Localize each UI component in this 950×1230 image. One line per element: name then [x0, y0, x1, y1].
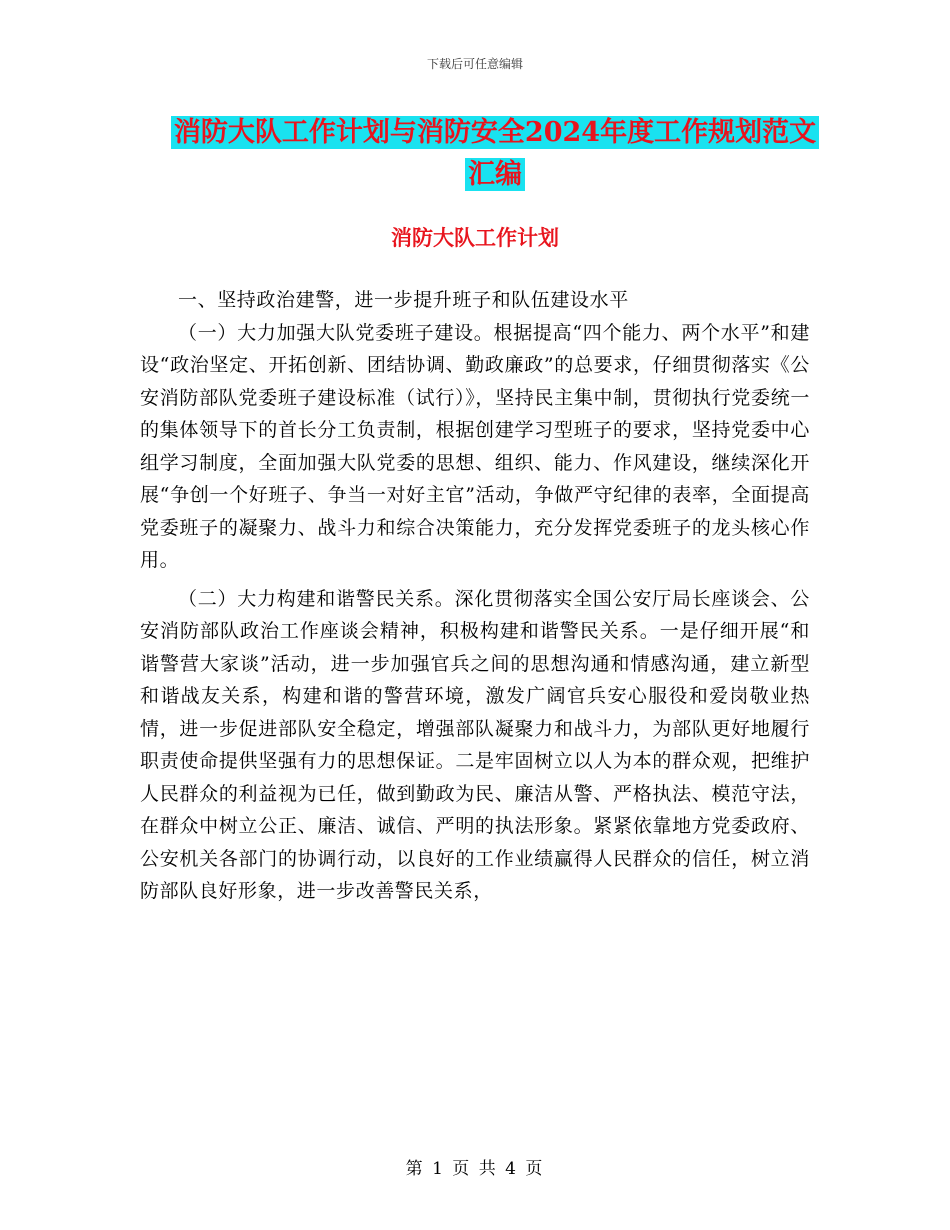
- document-title: [140, 112, 850, 196]
- paragraph-2: （二）大力构建和谐警民关系。深化贯彻落实全国公安厅局长座谈会、公安消防部队政治工作座谈会精神，积极构建和谐警民关系。一是仔细开展“和谐警营大家谈”活动，进一步加强官兵之间的思想沟通和情感沟通，建立新型和谐战友关系，构建和谐的警营环境，激发广阔官兵安心服役和爱岗敬业热情，进一步促进部队安全稳定，增强部队凝聚力和战斗力，为部队更好地履行职责使命提供坚强有力的思想保证。二是牢固树立以人为本的群众观，把维护人民群众的利益视为已任，做到勤政为民、廉洁从警、严格执法、模范守法，在群众中树立公正、廉洁、诚信、严明的执法形象。紧紧依靠地方党委政府、公安机关各部门的协调行动，以良好的工作业绩赢得人民群众的信任，树立消防部队良好形象，进一步改善警民关系，: [140, 587, 810, 902]
- document-title-line-2: 汇编: [465, 158, 525, 191]
- header-note: 下载后可任意编辑: [426, 57, 523, 71]
- heading-1: 一、坚持政治建警，进一步提升班子和队伍建设水平: [178, 289, 629, 311]
- page-indicator: 第 1 页 共 4 页: [405, 1159, 545, 1179]
- section-title: 消防大队工作计划: [391, 225, 559, 250]
- document-body: [140, 284, 810, 908]
- paragraph-1: （一）大力加强大队党委班子建设。根据提高“四个能力、两个水平”和建设“政治坚定、开拓创新、团结协调、勤政廉政”的总要求，仔细贯彻落实《公安消防部队党委班子建设标准（试行）》，坚持民主集中制，贯彻执行党委统一的集体领导下的首长分工负责制，根据创建学习型班子的要求，坚持党委中心组学习制度，全面加强大队党委的思想、组织、能力、作风建设，继续深化开展“争创一个好班子、争当一对好主官”活动，争做严守纪律的表率，全面提高党委班子的凝聚力、战斗力和综合决策能力，充分发挥党委班子的龙头核心作用。: [140, 321, 810, 571]
- document-title-line-1: 消防大队工作计划与消防安全2024年度工作规划范文: [171, 116, 819, 149]
